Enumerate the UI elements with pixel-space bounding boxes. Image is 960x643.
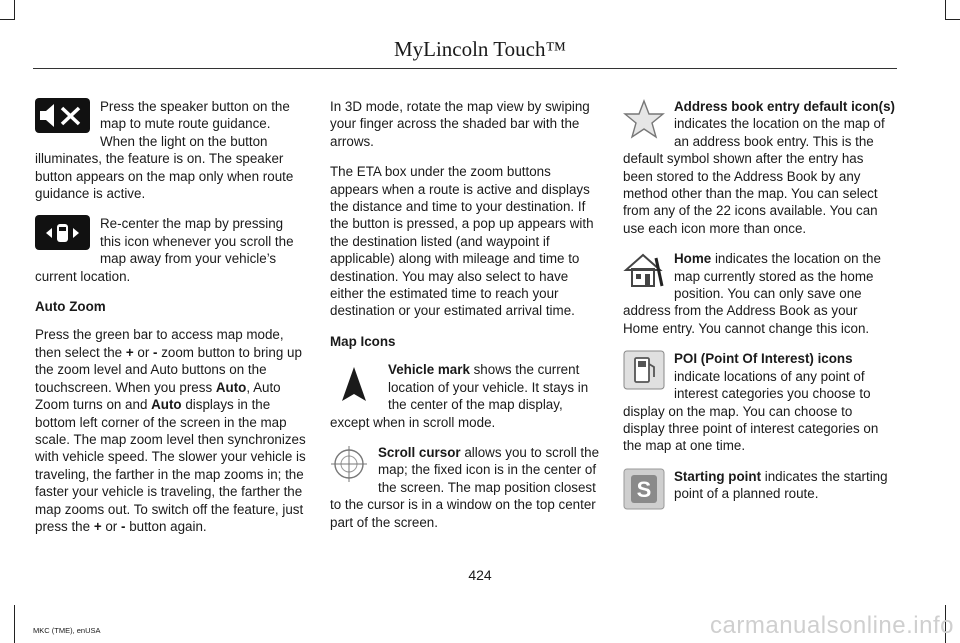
scroll-cursor-text: allows you to scroll the map; the fixed icon is in the center of the screen. The map position closest to the cursor is in a window on the top center part of the screen. (330, 444, 600, 530)
starting-point-label: Starting point (674, 468, 762, 484)
column-2 (330, 98, 602, 544)
vehicle-mark-arrow-icon (330, 361, 376, 409)
footer-code: MKC (TME), enUSA (33, 626, 101, 635)
address-book-label: Address book entry default icon(s) (674, 99, 895, 114)
address-book-text: indicates the location on the map of an address book entry. This is the default symbol shown after the entry has been stored to the Address Book by any method other than the map. You can select from any of the 22 icons available. You can use each icon more than once. (623, 116, 885, 236)
star-icon (623, 98, 665, 140)
poi-label: POI (Point Of Interest) icons (674, 351, 853, 367)
auto-zoom-paragraph: Press the green bar to access map mode, then select the + or - zoom button to bring up the zoom level and Auto buttons on the touchscreen. When you press Auto, Auto Zoom turns on and Auto displays in the bottom left corner of the screen in the map scale. The map zoom level then synchronizes with vehicle speed. The slower your vehicle is traveling, the farther in the map zooms in; the faster your vehicle is traveling, the farther the map zooms out. To switch off the feature, just press the + or - button again. (35, 327, 306, 534)
column-1 (35, 98, 307, 548)
vehicle-mark-text: shows the current location of your vehicle. It stays in the center of the map display, except when in scroll mode. (330, 362, 589, 430)
vehicle-mark-label: Vehicle mark (388, 362, 470, 378)
crop-mark-tr-h (945, 19, 960, 20)
column-3 (623, 98, 895, 527)
poi-text: indicate locations of any point of interest categories you choose to display on the map. You can choose to display three point of interest categories on the map at one time. (623, 368, 879, 454)
recenter-text: Re-center the map by pressing this icon whenever you scroll the map away from your vehicle’s current location. (35, 216, 294, 284)
crop-mark-bl-v (14, 605, 15, 643)
mute-text: Press the speaker button on the map to mute route guidance. When the light on the button illuminates, the feature is on. The speaker button appears on the map only when route guidance is active. (35, 99, 294, 202)
crop-mark-tl-h (0, 19, 15, 20)
auto-zoom-heading: Auto Zoom (35, 299, 106, 315)
scroll-cursor-block (330, 444, 602, 531)
header-rule (33, 68, 897, 69)
scroll-cursor-crosshair-icon (330, 444, 368, 484)
mute-block (35, 98, 307, 202)
page-number: 424 (468, 567, 492, 583)
scroll-cursor-label: Scroll cursor (378, 444, 461, 460)
poi-block (623, 350, 895, 454)
watermark: carmanualsonline.info (710, 612, 954, 639)
home-label: Home (674, 251, 712, 267)
page-title: MyLincoln Touch™ (393, 37, 567, 61)
3d-mode-paragraph: In 3D mode, rotate the map view by swiping your finger across the shaded bar with the arrows. (330, 99, 590, 149)
svg-text:S: S (636, 476, 652, 502)
vehicle-recenter-icon (35, 215, 90, 250)
home-icon (623, 250, 665, 290)
speaker-mute-icon (35, 98, 90, 133)
fuel-pump-icon (623, 350, 665, 390)
address-book-block (623, 98, 895, 237)
starting-point-text: indicates the starting point of a planned route. (674, 468, 888, 502)
crop-mark-tr-v (945, 0, 946, 19)
crop-mark-tl-v (14, 0, 15, 19)
starting-point-s-icon (623, 468, 665, 510)
home-block (623, 250, 895, 337)
vehicle-mark-block (330, 361, 602, 431)
recenter-block (35, 215, 307, 285)
home-text: indicates the location on the map currently stored as the home position. You can only save one address from the Address Book as your Home entry. You cannot change this icon. (623, 251, 881, 336)
starting-point-block (623, 468, 895, 514)
eta-paragraph: The ETA box under the zoom buttons appears when a route is active and displays the distance and time to your destination. If the button is pressed, a pop up appears with the destination listed (and waypoint if applicable) along with mileage and time to destination. You may also select to have either the estimated time to reach your destination or your estimated arrival time. (330, 164, 594, 319)
map-icons-heading: Map Icons (330, 333, 396, 349)
